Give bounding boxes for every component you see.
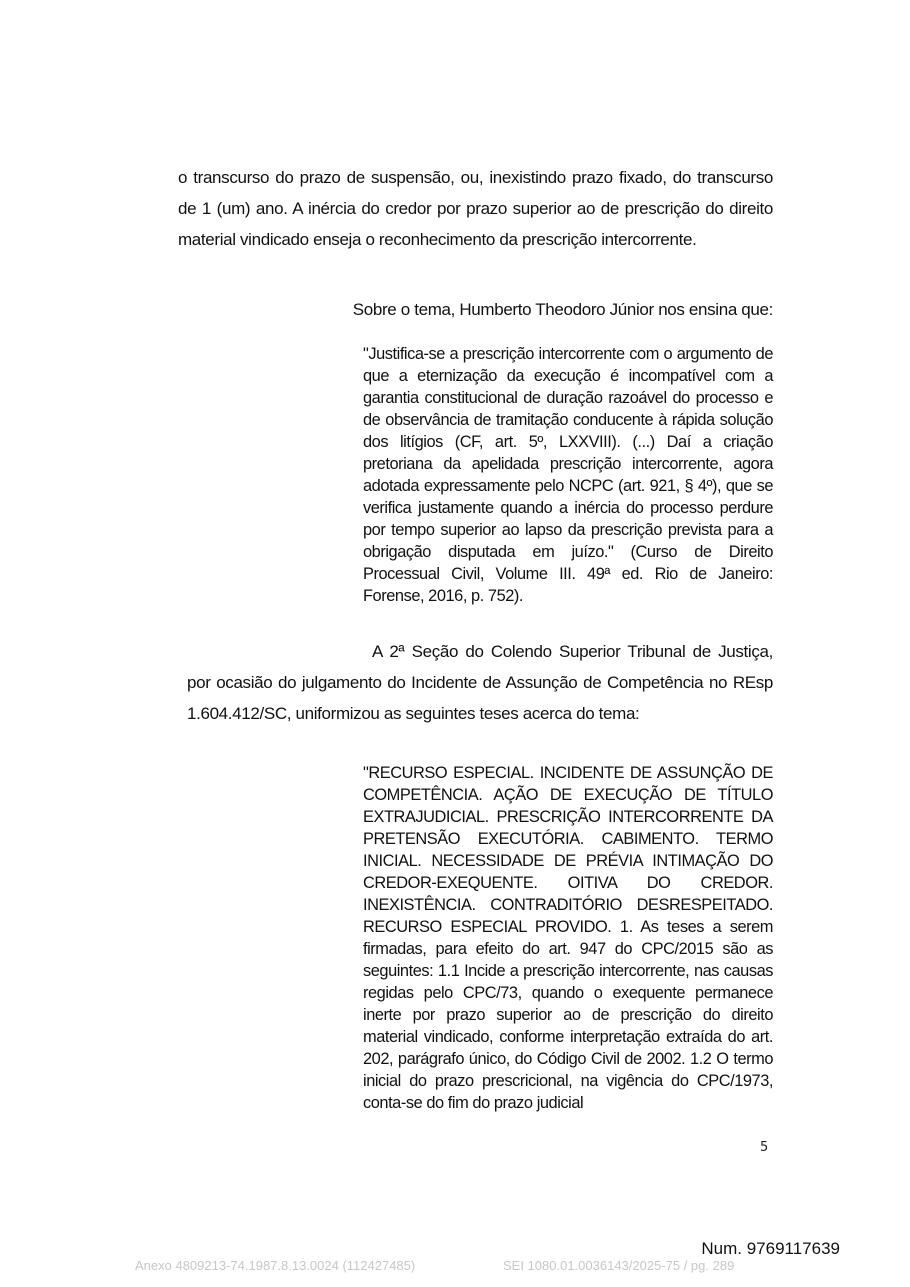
footer-sei-reference: SEI 1080.01.0036143/2025-75 / pg. 289: [503, 1258, 735, 1273]
block-quote-2: "RECURSO ESPECIAL. INCIDENTE DE ASSUNÇÃO DE COMPETÊNCIA. AÇÃO DE EXECUÇÃO DE TÍTULO EXTRAJUDICIAL. PRESCRIÇÃO INTERCORRENTE DA PRETENSÃO EXECUTÓRIA. CABIMENTO. TERMO INICIAL. NECESSIDADE DE PRÉVIA INTIMAÇÃO DO CREDOR-EXEQUENTE. OITIVA DO CREDOR. INEXISTÊNCIA. CONTRADITÓRIO DESRESPEITADO. RECURSO ESPECIAL PROVIDO. 1. As teses a serem firmadas, para efeito do art. 947 do CPC/2015 são as seguintes: 1.1 Incide a prescrição intercorrente, nas causas regidas pelo CPC/73, quando o exequente permanece inerte por prazo superior ao de prescrição do direito material vindicado, conforme interpretação extraída do art. 202, parágrafo único, do Código Civil de 2002. 1.2 O termo inicial do prazo prescricional, na vigência do CPC/1973, conta-se do fim do prazo judicial: [363, 764, 773, 1112]
footer-annex-reference: Anexo 4809213-74.1987.8.13.0024 (112427485): [135, 1258, 416, 1273]
block-quote-1: "Justifica-se a prescrição intercorrente com o argumento de que a eternização da execução é incompatível com a garantia constitucional de duração razoável do processo e de observância de tramitação conducente à rápida solução dos litígios (CF, art. 5º, LXXVIII). (...) Daí a criação pretoriana da apelidada prescrição intercorrente, agora adotada expressamente pelo NCPC (art. 921, § 4º), que se verifica justamente quando a inércia do processo perdure por tempo superior ao lapso da prescrição prevista para a obrigação disputada em juízo." (Curso de Direito Processual Civil, Volume III. 49ª ed. Rio de Janeiro: Forense, 2016, p. 752).: [363, 345, 773, 605]
body-paragraph-2: Sobre o tema, Humberto Theodoro Júnior nos ensina que:: [352, 300, 773, 319]
body-paragraph-1: o transcurso do prazo de suspensão, ou, inexistindo prazo fixado, do transcurso de 1 (um) ano. A inércia do credor por prazo superior ao de prescrição do direito material vindicado enseja o reconhecimento da prescrição intercorrente.: [178, 168, 773, 249]
document-number: Num. 9769117639: [701, 1239, 840, 1258]
body-paragraph-3: A 2ª Seção do Colendo Superior Tribunal de Justiça, por ocasião do julgamento do Incidente de Assunção de Competência no REsp 1.604.412/SC, uniformizou as seguintes teses acerca do tema:: [187, 642, 773, 723]
page-number: 5: [760, 1140, 769, 1155]
